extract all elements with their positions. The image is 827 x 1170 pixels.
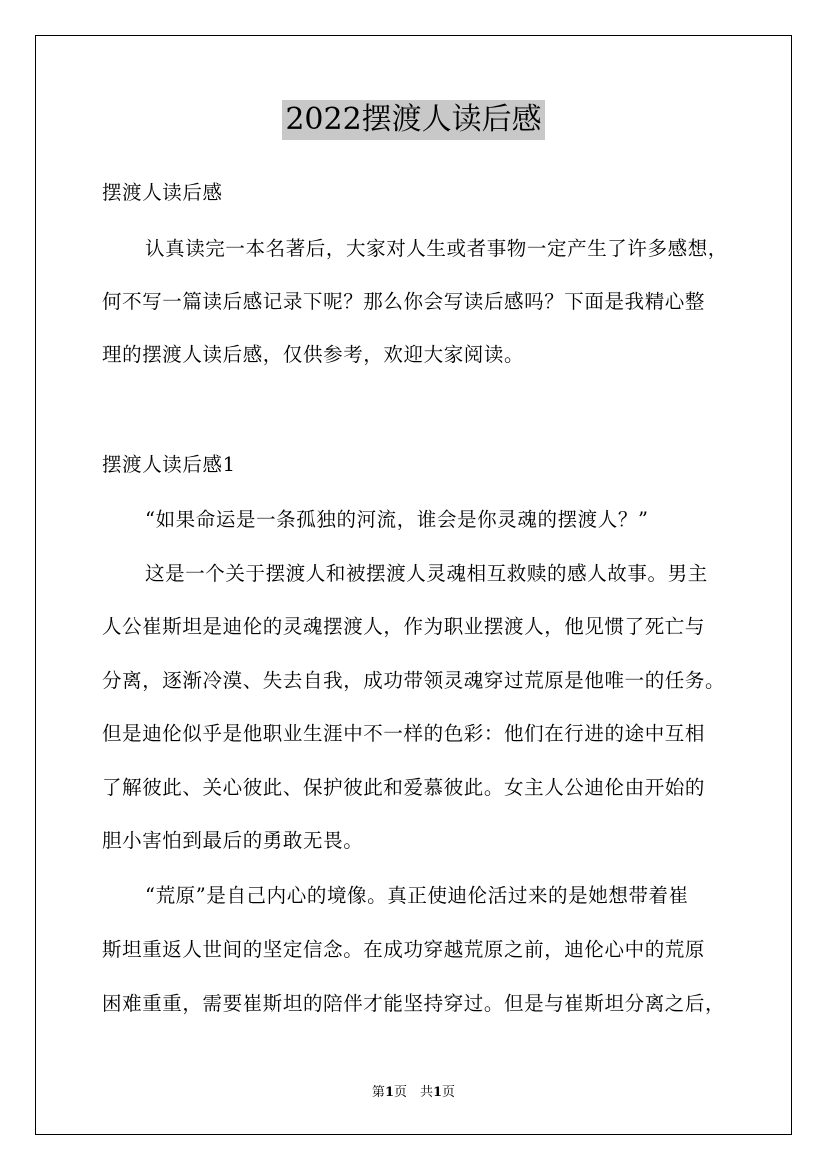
footer-page-mid: 页 共 — [393, 1085, 433, 1100]
quote-line: “如果命运是一条孤独的河流，谁会是你灵魂的摆渡人？” — [145, 508, 649, 531]
paragraph-line: 认真读完一本名著后，大家对人生或者事物一定产生了许多感想， — [145, 237, 728, 260]
paragraph-line: 了解彼此、关心彼此、保护彼此和爱慕彼此。女主人公迪伦由开始的 — [102, 776, 706, 799]
paragraph-line: “荒原”是自己内心的境像。真正使迪伦活过来的是她想带着崔 — [145, 884, 689, 907]
essay-heading: 摆渡人读后感1 — [102, 453, 236, 476]
footer-page-total: 1 — [433, 1085, 443, 1100]
paragraph-line: 这是一个关于摆渡人和被摆渡人灵魂相互救赎的感人故事。男主 — [145, 562, 708, 585]
paragraph-line: 分离，逐渐冷漠、失去自我，成功带领灵魂穿过荒原是他唯一的任务。 — [102, 669, 726, 692]
document-title — [0, 100, 827, 140]
paragraph-line: 斯坦重返人世间的坚定信念。在成功穿越荒原之前，迪伦心中的荒原 — [102, 938, 706, 961]
document-title-text: 2022摆渡人读后感 — [282, 100, 544, 140]
footer-page-prefix: 第 — [371, 1085, 385, 1100]
page-footer — [0, 1084, 827, 1102]
footer-page-current: 1 — [384, 1085, 394, 1100]
section-heading: 摆渡人读后感 — [102, 181, 223, 204]
paragraph-line: 何不写一篇读后感记录下呢？那么你会写读后感吗？下面是我精心整 — [102, 290, 706, 313]
paragraph-line: 理的摆渡人读后感，仅供参考，欢迎大家阅读。 — [102, 343, 525, 366]
paragraph-line: 人公崔斯坦是迪伦的灵魂摆渡人，作为职业摆渡人，他见惯了死亡与 — [102, 615, 706, 638]
paragraph-line: 困难重重，需要崔斯坦的陪伴才能坚持穿过。但是与崔斯坦分离之后， — [102, 992, 726, 1015]
paragraph-line: 胆小害怕到最后的勇敢无畏。 — [102, 829, 364, 852]
paragraph-line: 但是迪伦似乎是他职业生涯中不一样的色彩：他们在行进的途中互相 — [102, 722, 706, 745]
footer-page-suffix: 页 — [442, 1085, 456, 1100]
